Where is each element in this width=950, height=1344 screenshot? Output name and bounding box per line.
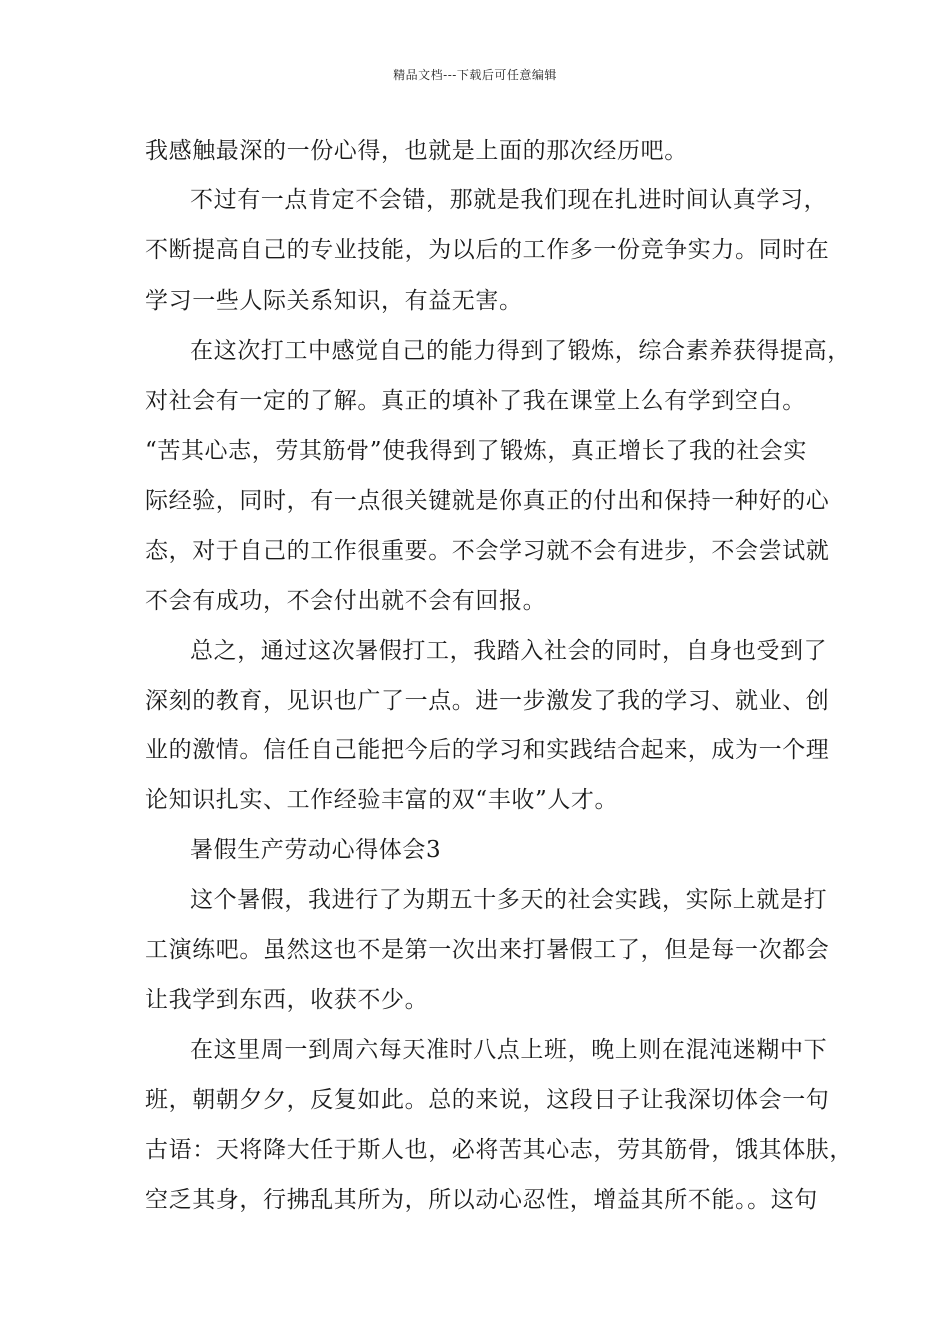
text-line: 古语：天将降大任于斯人也，必将苦其心志，劳其筋骨，饿其体肤，: [145, 1137, 853, 1163]
text-line: 不过有一点肯定不会错，那就是我们现在扎进时间认真学习，: [190, 187, 828, 213]
text-line: 不断提高自己的专业技能，为以后的工作多一份竞争实力。同时在: [145, 237, 830, 263]
text-line: 在这次打工中感觉自己的能力得到了锻炼，综合素养获得提高，: [190, 338, 851, 364]
text-line: 总之，通过这次暑假打工，我踏入社会的同时，自身也受到了: [190, 638, 828, 664]
text-line: 让我学到东西，收获不少。: [145, 987, 429, 1013]
text-line: 业的激情。信任自己能把今后的学习和实践结合起来，成为一个理: [145, 737, 830, 763]
page-header: 精品文档---下载后可任意编辑: [393, 68, 557, 82]
text-line: 这个暑假，我进行了为期五十多天的社会实践，实际上就是打: [190, 887, 828, 913]
text-line: 工演练吧。虽然这也不是第一次出来打暑假工了，但是每一次都会: [145, 937, 830, 963]
text-line: 对社会有一定的了解。真正的填补了我在课堂上么有学到空白。: [145, 388, 806, 414]
text-line: “苦其心志，劳其筋骨”使我得到了锻炼，真正增长了我的社会实: [145, 438, 807, 464]
text-line: 班，朝朝夕夕，反复如此。总的来说，这段日子让我深切体会一句: [145, 1087, 830, 1113]
text-line: 论知识扎实、工作经验丰富的双“丰收”人才。: [145, 787, 619, 813]
section-heading: 暑假生产劳动心得体会3: [190, 837, 442, 863]
text-line: 我感触最深的一份心得，也就是上面的那次经历吧。: [145, 138, 688, 164]
text-line: 际经验，同时，有一点很关键就是你真正的付出和保持一种好的心: [145, 488, 830, 514]
text-line: 学习一些人际关系知识，有益无害。: [145, 288, 523, 314]
text-line: 在这里周一到周六每天准时八点上班，晚上则在混沌迷糊中下: [190, 1037, 828, 1063]
text-line: 不会有成功，不会付出就不会有回报。: [145, 588, 547, 614]
text-line: 深刻的教育，见识也广了一点。进一步激发了我的学习、就业、创: [145, 688, 830, 714]
text-line: 态，对于自己的工作很重要。不会学习就不会有进步，不会尝试就: [145, 538, 830, 564]
text-line: 空乏其身，行拂乱其所为，所以动心忍性，增益其所不能。。这句: [145, 1187, 818, 1213]
